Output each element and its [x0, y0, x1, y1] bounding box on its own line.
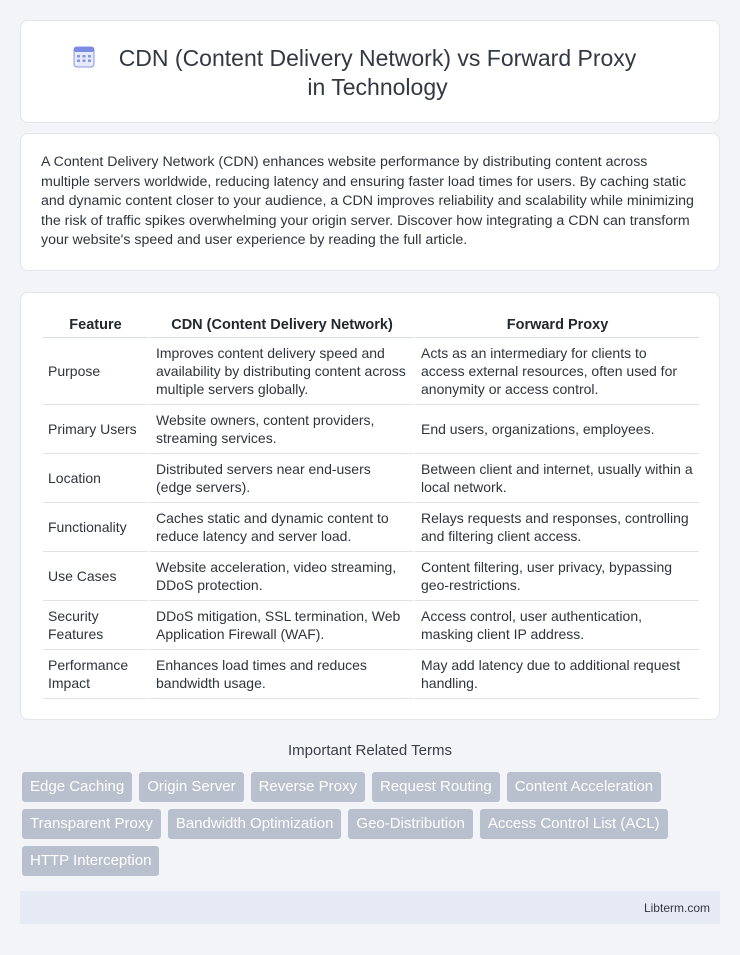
table-row: [43, 503, 699, 552]
row-cdn-value: Caches static and dynamic content to reduce latency and server load.: [148, 503, 413, 552]
row-cdn-value: Website acceleration, video streaming, DDoS protection.: [148, 552, 413, 601]
table-row: [43, 552, 699, 601]
term-tag[interactable]: Request Routing: [372, 772, 500, 802]
term-tag[interactable]: Edge Caching: [22, 772, 132, 802]
row-proxy-value: Relays requests and responses, controlling and filtering client access.: [413, 503, 699, 552]
table-row: [43, 601, 699, 650]
row-proxy-value: May add latency due to additional request handling.: [413, 650, 699, 699]
comparison-table: [43, 312, 699, 699]
term-tag[interactable]: Content Acceleration: [507, 772, 661, 802]
table-row: [43, 650, 699, 699]
row-cdn-value: Website owners, content providers, streaming services.: [148, 405, 413, 454]
column-header-cdn: CDN (Content Delivery Network): [148, 312, 413, 338]
row-feature: Security Features: [43, 601, 148, 650]
related-terms-heading: Important Related Terms: [288, 742, 452, 759]
title-card: [20, 20, 720, 123]
row-cdn-value: Enhances load times and reduces bandwidth usage.: [148, 650, 413, 699]
term-tag[interactable]: Bandwidth Optimization: [168, 809, 342, 839]
term-tag[interactable]: Geo-Distribution: [348, 809, 472, 839]
row-proxy-value: End users, organizations, employees.: [413, 405, 699, 454]
term-tag[interactable]: Origin Server: [139, 772, 243, 802]
row-proxy-value: Between client and internet, usually within a local network.: [413, 454, 699, 503]
table-row: [43, 405, 699, 454]
row-cdn-value: DDoS mitigation, SSL termination, Web Application Firewall (WAF).: [148, 601, 413, 650]
row-proxy-value: Content filtering, user privacy, bypassing geo-restrictions.: [413, 552, 699, 601]
row-proxy-value: Access control, user authentication, masking client IP address.: [413, 601, 699, 650]
row-feature: Purpose: [43, 338, 148, 405]
column-header-feature: Feature: [43, 312, 148, 338]
row-proxy-value: Acts as an intermediary for clients to access external resources, often used for anonymity or access control.: [413, 338, 699, 405]
intro-card: [20, 133, 720, 271]
row-cdn-value: Distributed servers near end-users (edge servers).: [148, 454, 413, 503]
comparison-card: [20, 292, 720, 720]
term-tag[interactable]: HTTP Interception: [22, 846, 159, 876]
row-feature: Use Cases: [43, 552, 148, 601]
table-row: [43, 338, 699, 405]
column-header-forward-proxy: Forward Proxy: [413, 312, 699, 338]
term-tag[interactable]: Transparent Proxy: [22, 809, 161, 839]
row-feature: Primary Users: [43, 405, 148, 454]
related-terms-list: [22, 772, 722, 876]
term-tag[interactable]: Access Control List (ACL): [480, 809, 668, 839]
row-feature: Location: [43, 454, 148, 503]
term-tag[interactable]: Reverse Proxy: [251, 772, 365, 802]
footer-site-link[interactable]: Libterm.com: [643, 901, 710, 915]
row-cdn-value: Improves content delivery speed and availability by distributing content across multiple servers globally.: [148, 338, 413, 405]
row-feature: Performance Impact: [43, 650, 148, 699]
page-title: CDN (Content Delivery Network) vs Forward Proxy in Technology: [118, 45, 637, 100]
table-header-row: [43, 312, 699, 338]
row-feature: Functionality: [43, 503, 148, 552]
table-row: [43, 454, 699, 503]
footer-bar: [20, 891, 720, 924]
intro-paragraph: A Content Delivery Network (CDN) enhances website performance by distributing content across multiple servers worldwide, reducing latency and ensuring faster load times for users. By caching static and dynamic content closer to your audience, a CDN improves reliability and scalability while minimizing the risk of traffic spikes overwhelming your origin server. Discover how integrating a CDN can transform your website's speed and user experience by reading the full article.: [41, 154, 694, 249]
